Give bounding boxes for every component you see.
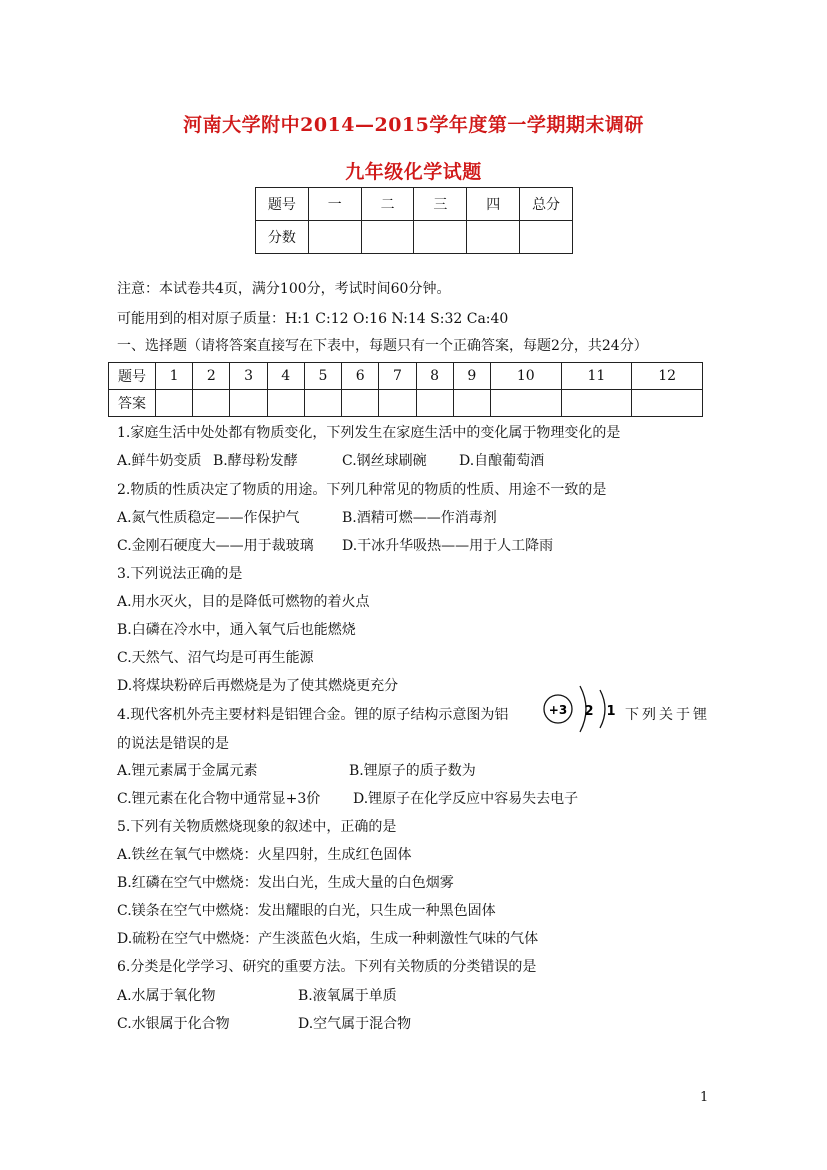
option-c: C.镁条在空气中燃烧：发出耀眼的白光，只生成一种黑色固体 bbox=[117, 903, 496, 919]
answer-number: 6 bbox=[342, 363, 379, 390]
option-d: D.将煤块粉碎后再燃烧是为了使其燃烧更充分 bbox=[117, 678, 399, 694]
option-c: C.水银属于化合物 bbox=[117, 1016, 230, 1032]
answer-cell[interactable] bbox=[632, 390, 703, 417]
option-b: B.酒精可燃——作消毒剂 bbox=[342, 510, 497, 526]
answer-cell[interactable] bbox=[342, 390, 379, 417]
answer-cell[interactable] bbox=[304, 390, 341, 417]
score-table-header: 总分 bbox=[520, 188, 573, 221]
question-stem-continued: 下列关于锂 bbox=[625, 707, 710, 723]
question-stem: 6.分类是化学学习、研究的重要方法。下列有关物质的分类错误的是 bbox=[117, 959, 537, 975]
option-b: B.酵母粉发酵 bbox=[213, 453, 298, 469]
answer-number: 7 bbox=[379, 363, 416, 390]
score-table bbox=[255, 187, 573, 254]
option-b: B.白磷在冷水中，通入氧气后也能燃烧 bbox=[117, 622, 356, 638]
option-a: A.氮气性质稳定——作保护气 bbox=[117, 510, 300, 526]
option-c: C.锂元素在化合物中通常显+3价 bbox=[117, 791, 321, 807]
question-stem: 2.物质的性质决定了物质的用途。下列几种常见的物质的性质、用途不一致的是 bbox=[117, 482, 607, 498]
nucleus-charge: +3 bbox=[548, 703, 568, 717]
answer-number: 4 bbox=[267, 363, 304, 390]
score-cell[interactable] bbox=[520, 221, 573, 254]
answer-cell[interactable] bbox=[379, 390, 416, 417]
page-number: 1 bbox=[700, 1090, 709, 1105]
option-d: D.干冰升华吸热——用于人工降雨 bbox=[342, 538, 554, 554]
option-d: D.硫粉在空气中燃烧：产生淡蓝色火焰，生成一种刺激性气味的气体 bbox=[117, 931, 539, 947]
score-table-header: 四 bbox=[467, 188, 520, 221]
option-b: B.红磷在空气中燃烧：发出白光，生成大量的白色烟雾 bbox=[117, 875, 454, 891]
answer-cell[interactable] bbox=[267, 390, 304, 417]
option-c: C.天然气、沼气均是可再生能源 bbox=[117, 650, 314, 666]
lithium-atom-diagram bbox=[538, 680, 628, 738]
score-table-header: 二 bbox=[361, 188, 414, 221]
answer-number: 11 bbox=[561, 363, 632, 390]
score-table-header: 题号 bbox=[256, 188, 309, 221]
electron-shell-2 bbox=[600, 690, 605, 728]
question-stem-line2: 的说法是错误的是 bbox=[117, 736, 229, 752]
shell2-electrons: 1 bbox=[606, 704, 616, 719]
page-title: 河南大学附中2014—2015学年度第一学期期末调研 bbox=[183, 114, 644, 136]
score-cell[interactable] bbox=[308, 221, 361, 254]
score-row-label: 分数 bbox=[256, 221, 309, 254]
option-c: C.金刚石硬度大——用于裁玻璃 bbox=[117, 538, 314, 554]
answer-cell[interactable] bbox=[490, 390, 561, 417]
answer-cell[interactable] bbox=[416, 390, 453, 417]
answer-number: 12 bbox=[632, 363, 703, 390]
question-stem: 3.下列说法正确的是 bbox=[117, 566, 243, 582]
answer-cell[interactable] bbox=[193, 390, 230, 417]
exam-note: 注意：本试卷共4页，满分100分，考试时间60分钟。 bbox=[117, 281, 451, 297]
section1-heading: 一、选择题（请将答案直接写在下表中，每题只有一个正确答案，每题2分，共24分） bbox=[117, 338, 648, 354]
score-cell[interactable] bbox=[361, 221, 414, 254]
answer-cell[interactable] bbox=[453, 390, 490, 417]
option-a: A.铁丝在氧气中燃烧：火星四射，生成红色固体 bbox=[117, 847, 412, 863]
option-b: B.液氧属于单质 bbox=[298, 988, 397, 1004]
score-cell[interactable] bbox=[467, 221, 520, 254]
answer-number: 1 bbox=[156, 363, 193, 390]
option-a: A.用水灭火，目的是降低可燃物的着火点 bbox=[117, 594, 370, 610]
answer-number: 8 bbox=[416, 363, 453, 390]
answer-table bbox=[108, 362, 703, 417]
option-d: D.自酿葡萄酒 bbox=[459, 453, 545, 469]
answer-number: 3 bbox=[230, 363, 267, 390]
option-a: A.锂元素属于金属元素 bbox=[117, 763, 258, 779]
option-c: C.钢丝球刷碗 bbox=[342, 453, 427, 469]
answer-cell[interactable] bbox=[156, 390, 193, 417]
option-b: B.锂原子的质子数为 bbox=[349, 763, 476, 779]
score-table-header: 一 bbox=[308, 188, 361, 221]
answer-cell[interactable] bbox=[230, 390, 267, 417]
question-stem: 5.下列有关物质燃烧现象的叙述中，正确的是 bbox=[117, 819, 397, 835]
option-d: D.空气属于混合物 bbox=[298, 1016, 412, 1032]
answer-cell[interactable] bbox=[561, 390, 632, 417]
answer-number: 2 bbox=[193, 363, 230, 390]
answer-number: 9 bbox=[453, 363, 490, 390]
option-d: D.锂原子在化学反应中容易失去电子 bbox=[353, 791, 579, 807]
answer-table-row-label: 题号 bbox=[109, 363, 156, 390]
answer-number: 5 bbox=[304, 363, 341, 390]
page-subtitle: 九年级化学试题 bbox=[345, 161, 482, 183]
answer-table-row-label: 答案 bbox=[109, 390, 156, 417]
shell1-electrons: 2 bbox=[584, 704, 594, 719]
question-stem: 1.家庭生活中处处都有物质变化，下列发生在家庭生活中的变化属于物理变化的是 bbox=[117, 425, 621, 441]
option-a: A.水属于氧化物 bbox=[117, 988, 216, 1004]
question-stem: 4.现代客机外壳主要材料是铝锂合金。锂的原子结构示意图为铝 bbox=[117, 707, 509, 723]
score-cell[interactable] bbox=[414, 221, 467, 254]
option-a: A.鲜牛奶变质 bbox=[117, 453, 202, 469]
answer-number: 10 bbox=[490, 363, 561, 390]
score-table-header: 三 bbox=[414, 188, 467, 221]
atomic-mass-note: 可能用到的相对原子质量：H:1 C:12 O:16 N:14 S:32 Ca:40 bbox=[117, 311, 509, 327]
